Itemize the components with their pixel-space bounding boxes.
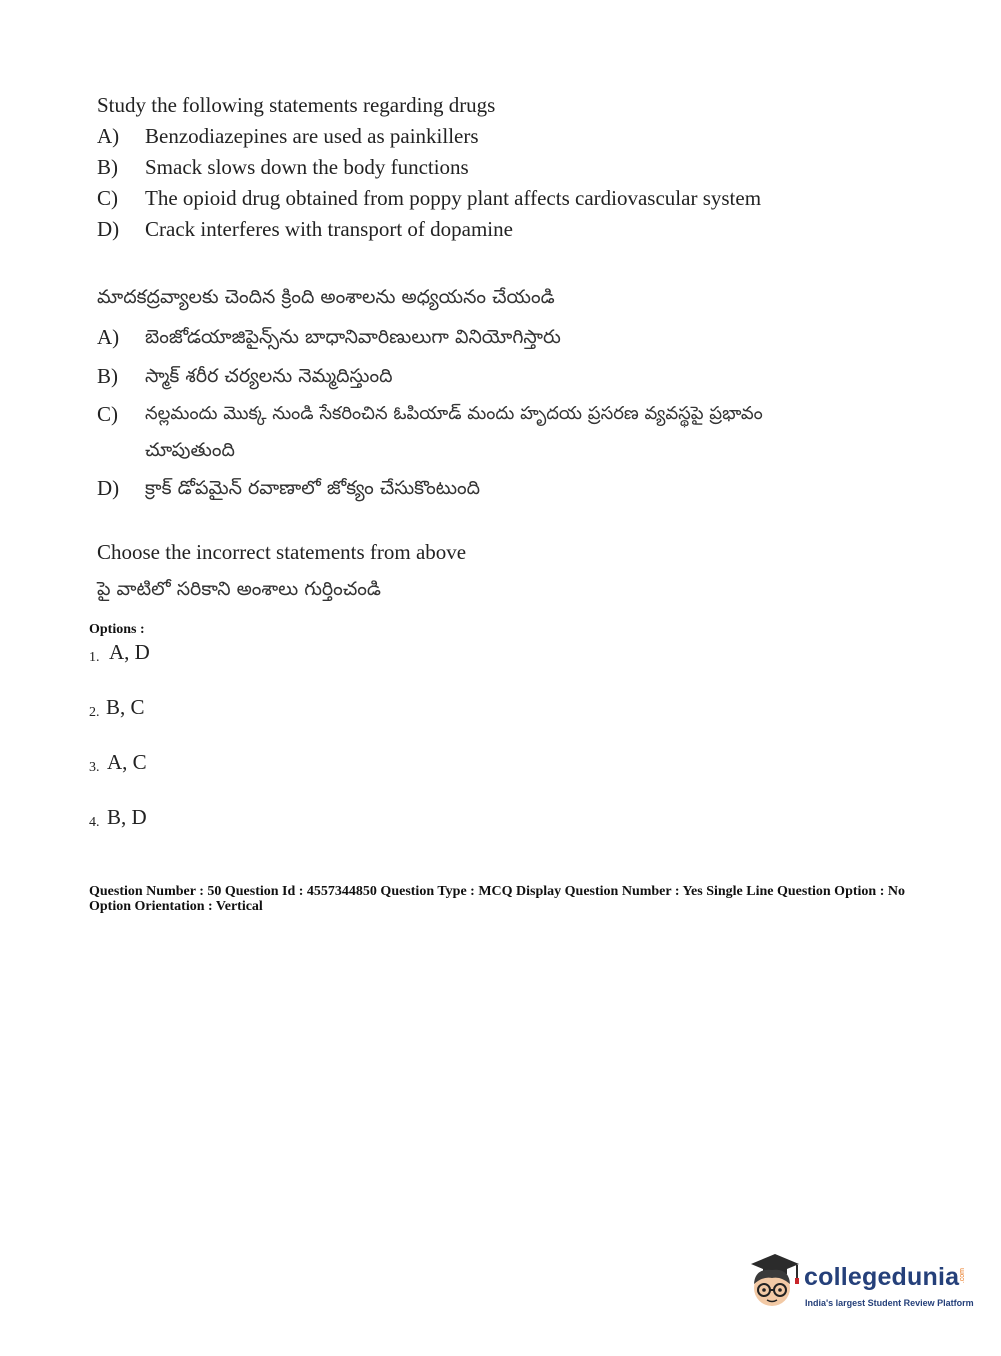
statement-label: C) <box>97 402 118 426</box>
statement-text-continued: చూపుతుంది <box>145 439 235 461</box>
statement-label: A) <box>97 325 120 349</box>
option-number: 4. <box>89 815 100 830</box>
question-metadata: Question Number : 50 Question Id : 4557344850 Question Type : MCQ Display Question Number : Yes Single Line Question Option : No Option Orientation : Vertical <box>89 884 905 914</box>
brand-tagline: India's largest Student Review Platform <box>805 1298 974 1308</box>
option-value: A, D <box>109 640 150 664</box>
brand-name: collegedunia <box>804 1263 960 1291</box>
statement-label: B) <box>97 364 118 388</box>
statement-text: బెంజోడయాజిపైన్స్‌ను బాధానివారిణులుగా వినియోగిస్తారు <box>145 326 561 348</box>
instruction-en: Choose the incorrect statements from above <box>97 540 467 564</box>
option-value: B, C <box>106 695 145 719</box>
brand-mascot-icon <box>741 1250 803 1312</box>
question-stem-te: మాదకద్రవ్యాలకు చెందిన క్రింది అంశాలను అధ్యయనం చేయండి <box>97 286 555 308</box>
statement-label: D) <box>97 217 120 241</box>
statement-text: క్రాక్ డోపమైన్ రవాణాలో జోక్యం చేసుకొంటుంది <box>145 477 481 499</box>
option-value: B, D <box>107 805 147 829</box>
brand-suffix: .com <box>959 1268 966 1284</box>
statement-text: Crack interferes with transport of dopamine <box>145 217 513 241</box>
statement-text: The opioid drug obtained from poppy plant affects cardiovascular system <box>145 186 762 210</box>
options-heading: Options : <box>89 622 145 637</box>
statement-text: నల్లమందు మొక్క నుండి సేకరించిన ఓపియాడ్ మందు హృదయ ప్రసరణ వ్యవస్థపై ప్రభావం <box>145 403 763 424</box>
statement-text: Smack slows down the body functions <box>145 155 469 179</box>
question-stem-en: Study the following statements regarding drugs <box>97 93 496 117</box>
option-value: A, C <box>107 750 147 774</box>
option-number: 2. <box>89 705 100 720</box>
instruction-te: పై వాటిలో సరికాని అంశాలు గుర్తించండి <box>97 578 381 600</box>
statement-text: Benzodiazepines are used as painkillers <box>145 124 479 148</box>
option-number: 3. <box>89 760 100 775</box>
statement-label: A) <box>97 124 120 148</box>
statement-label: D) <box>97 476 120 500</box>
statement-label: C) <box>97 186 118 210</box>
option-number: 1. <box>89 650 100 665</box>
statement-label: B) <box>97 155 118 179</box>
statement-text: స్మాక్ శరీర చర్యలను నెమ్మదిస్తుంది <box>145 365 393 387</box>
